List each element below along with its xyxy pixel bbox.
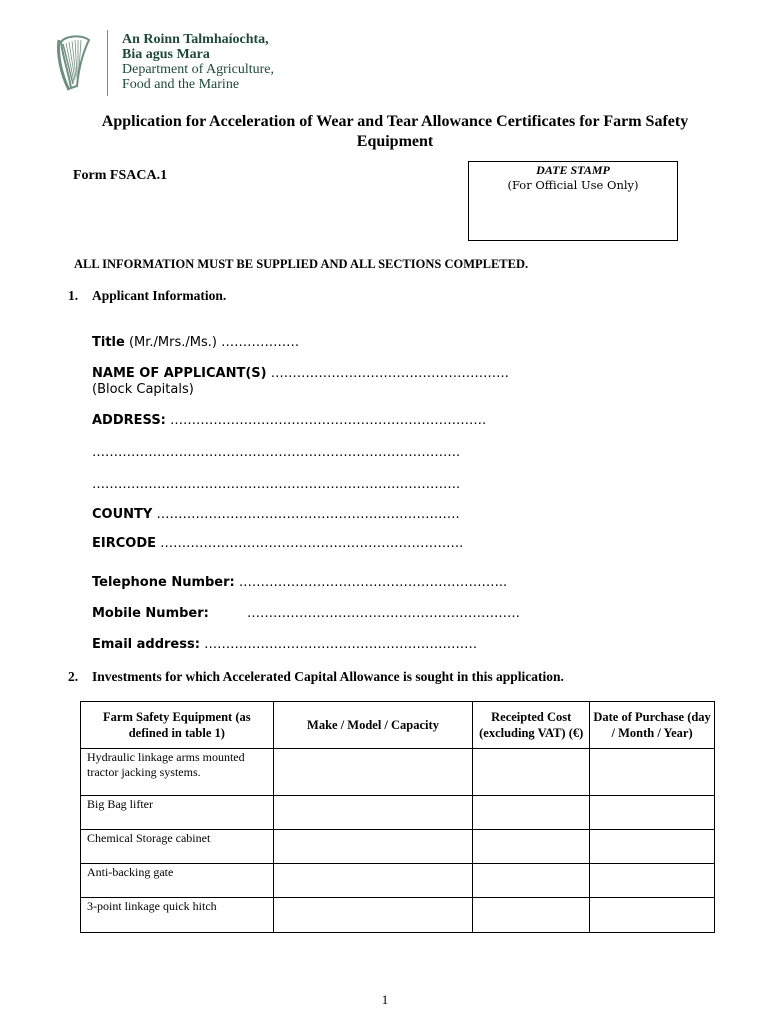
address-dots-2: …………………………………………………………………………. [92, 445, 461, 460]
header-date: Date of Purchase (day / Month / Year) [590, 702, 715, 749]
eircode-field[interactable] [92, 536, 463, 551]
mobile-field[interactable] [92, 606, 520, 621]
county-field[interactable] [92, 507, 460, 522]
harp-icon [55, 34, 95, 92]
table-header-row [81, 702, 715, 749]
make-model-cell[interactable] [273, 796, 473, 830]
header-equipment: Farm Safety Equipment (as defined in table 1) [81, 702, 274, 749]
applicant-name-dots: ………………………………………………. [270, 366, 509, 381]
table-row [81, 898, 715, 933]
title-field[interactable] [92, 335, 299, 350]
title-label: Title [92, 335, 125, 350]
cost-cell[interactable] [473, 749, 590, 796]
address-dots-3: …………………………………………………………………………. [92, 477, 461, 492]
eircode-dots: ……………………………………………………………. [160, 536, 464, 551]
table-row [81, 864, 715, 898]
date-cell[interactable] [590, 864, 715, 898]
email-label: Email address: [92, 637, 200, 652]
section-1-number: 1. [68, 288, 79, 303]
form-code: Form FSACA.1 [73, 168, 168, 183]
address-field-line-1[interactable] [92, 413, 486, 428]
applicant-name-hint: (Block Capitals) [92, 382, 194, 397]
cost-cell[interactable] [473, 864, 590, 898]
address-field-line-2[interactable] [92, 445, 460, 460]
department-logo [55, 30, 315, 100]
header-cost: Receipted Cost (excluding VAT) (€) [473, 702, 590, 749]
logo-line-4: Food and the Marine [122, 77, 240, 92]
equipment-cell: Chemical Storage cabinet [81, 830, 274, 864]
cost-cell[interactable] [473, 796, 590, 830]
cost-cell[interactable] [473, 830, 590, 864]
date-stamp-title: DATE STAMP [536, 163, 610, 177]
cost-cell[interactable] [473, 898, 590, 933]
make-model-cell[interactable] [273, 830, 473, 864]
date-cell[interactable] [590, 749, 715, 796]
logo-line-2: Bia agus Mara [122, 47, 210, 62]
make-model-cell[interactable] [273, 898, 473, 933]
applicant-name-field[interactable] [92, 366, 509, 381]
telephone-dots: …………………………………………………….. [238, 575, 508, 590]
header-make-model: Make / Model / Capacity [273, 702, 473, 749]
title-hint: (Mr./Mrs./Ms.) [128, 335, 217, 350]
table-row [81, 830, 715, 864]
logo-divider [107, 30, 108, 96]
equipment-cell: 3-point linkage quick hitch [81, 898, 274, 933]
document-title: Application for Acceleration of Wear and Tear Allowance Certificates for Farm Safety Equipment [101, 113, 689, 150]
telephone-label: Telephone Number: [92, 575, 235, 590]
logo-line-1: An Roinn Talmhaíochta, [122, 32, 269, 47]
table-row [81, 796, 715, 830]
section-2-number: 2. [68, 669, 79, 684]
equipment-cell: Big Bag lifter [81, 796, 274, 830]
section-1-title: Applicant Information. [92, 288, 227, 303]
eircode-label: EIRCODE [92, 536, 156, 551]
date-cell[interactable] [590, 898, 715, 933]
completion-notice: ALL INFORMATION MUST BE SUPPLIED AND ALL SECTIONS COMPLETED. [74, 257, 529, 271]
title-dots: ……………… [221, 335, 300, 350]
logo-line-3: Department of Agriculture, [122, 62, 275, 77]
section-2-heading [68, 669, 564, 685]
mobile-label: Mobile Number: [92, 606, 209, 621]
page-number: 1 [381, 992, 389, 1007]
county-label: COUNTY [92, 507, 153, 522]
make-model-cell[interactable] [273, 749, 473, 796]
section-1-heading [68, 288, 226, 304]
county-dots: ……………………………………………………………. [156, 507, 460, 522]
email-field[interactable] [92, 637, 477, 652]
email-dots: ……………………………………………………… [204, 637, 478, 652]
equipment-cell: Hydraulic linkage arms mounted tractor jacking systems. [81, 749, 274, 796]
date-cell[interactable] [590, 796, 715, 830]
address-label: ADDRESS: [92, 413, 166, 428]
date-stamp-box [468, 161, 678, 241]
telephone-field[interactable] [92, 575, 507, 590]
address-field-line-3[interactable] [92, 477, 460, 492]
address-dots-1: ………………………………………………………………. [170, 413, 487, 428]
applicant-name-label: NAME OF APPLICANT(S) [92, 366, 267, 381]
logo-text [122, 32, 274, 92]
mobile-dots: ……………………………………………………… [246, 606, 520, 621]
table-row [81, 749, 715, 796]
section-2-title: Investments for which Accelerated Capital Allowance is sought in this application. [92, 669, 564, 684]
equipment-cell: Anti-backing gate [81, 864, 274, 898]
make-model-cell[interactable] [273, 864, 473, 898]
date-cell[interactable] [590, 830, 715, 864]
investments-table [80, 701, 715, 933]
date-stamp-note: (For Official Use Only) [507, 178, 639, 192]
